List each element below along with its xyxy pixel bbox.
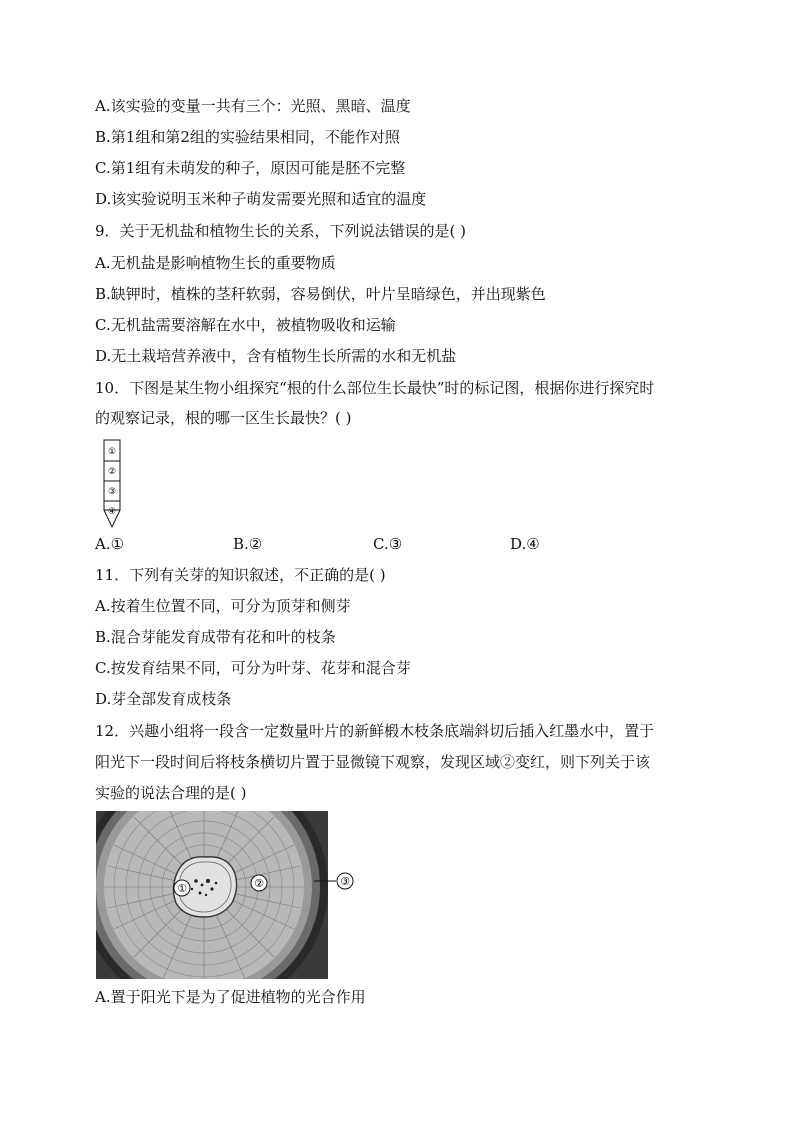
q8-option-a: A.该实验的变量一共有三个：光照、黑暗、温度 [95, 97, 411, 115]
q8-option-b: B.第1组和第2组的实验结果相同，不能作对照 [95, 128, 400, 146]
q8-option-c: C.第1组有未萌发的种子，原因可能是胚不完整 [95, 159, 406, 177]
q9-option-d: D.无土栽培营养液中，含有植物生长所需的水和无机盐 [95, 347, 457, 365]
q11-option-c: C.按发育结果不同，可分为叶芽、花芽和混合芽 [95, 659, 411, 677]
root-label-3: ③ [107, 487, 117, 497]
q11-option-a: A.按着生位置不同，可分为顶芽和侧芽 [95, 597, 351, 615]
stem-cross-section-figure [96, 811, 366, 979]
root-label-1: ① [107, 447, 117, 457]
q11-option-d: D.芽全部发育成枝条 [95, 690, 232, 708]
q11-stem: 11．下列有关芽的知识叙述，不正确的是( ) [95, 566, 386, 584]
q10-option-d: D.④ [510, 535, 540, 553]
q12-stem-line3: 实验的说法合理的是( ) [95, 784, 247, 802]
q10-option-a: A.① [95, 535, 125, 553]
q11-option-b: B.混合芽能发育成带有花和叶的枝条 [95, 628, 336, 646]
q10-option-c: C.③ [373, 535, 403, 553]
q12-option-a: A.置于阳光下是为了促进植物的光合作用 [95, 988, 366, 1006]
q9-option-a: A.无机盐是影响植物生长的重要物质 [95, 254, 336, 272]
root-tip-figure [98, 439, 128, 529]
q9-option-b: B.缺钾时，植株的茎秆软弱，容易倒伏，叶片呈暗绿色，并出现紫色 [95, 285, 546, 303]
q9-option-c: C.无机盐需要溶解在水中，被植物吸收和运输 [95, 316, 396, 334]
q12-stem-line1: 12．兴趣小组将一段含一定数量叶片的新鲜椴木枝条底端斜切后插入红墨水中，置于 [95, 722, 655, 740]
root-label-4: ④ [107, 507, 117, 517]
stem-label-3: ③ [340, 875, 350, 888]
stem-label-2: ② [254, 877, 264, 890]
q10-stem-line2: 的观察记录，根的哪一区生长最快？( ) [95, 409, 352, 427]
q10-options [95, 535, 655, 557]
q8-option-d: D.该实验说明玉米种子萌发需要光照和适宜的温度 [95, 190, 427, 208]
q12-stem-line2: 阳光下一段时间后将枝条横切片置于显微镜下观察，发现区域②变红，则下列关于该 [95, 753, 651, 771]
stem-label-1: ① [177, 882, 187, 895]
root-label-2: ② [107, 467, 117, 477]
q10-stem-line1: 10．下图是某生物小组探究“根的什么部位生长最快”时的标记图，根据你进行探究时 [95, 379, 655, 397]
q10-option-b: B.② [233, 535, 263, 553]
q9-stem: 9．关于无机盐和植物生长的关系，下列说法错误的是( ) [95, 222, 467, 240]
